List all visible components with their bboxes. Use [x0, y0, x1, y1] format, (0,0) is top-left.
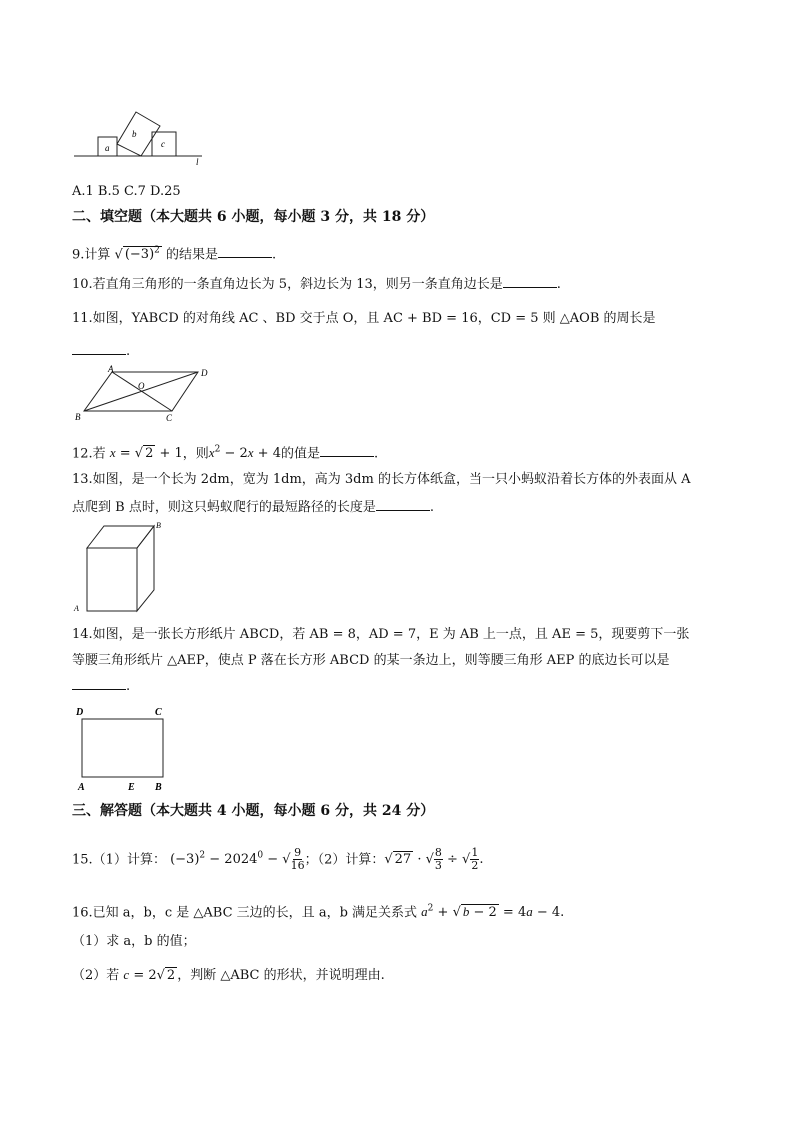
q8-options: A.1 B.5 C.7 D.25 [72, 184, 181, 199]
q16-equation: $a^2$ + √ b − 2 = 4a − 4. [421, 904, 565, 921]
q15-part2-expression: √ 27 · √ $\frac{8}{3}$ ÷ √ $\frac{1}{2}$ . [384, 846, 484, 873]
question-10: 10.若直角三角形的一条直角边长为 5，斜边长为 13，则另一条直角边长是 . [72, 277, 561, 292]
question-16-line3 [72, 967, 385, 984]
q12-suffix: 的值是 [280, 446, 320, 462]
fig14-B: B [155, 782, 162, 793]
question-16-line2: （1）求 a，b 的值； [72, 934, 196, 949]
rectangle-figure [72, 702, 172, 794]
question-15 [72, 843, 483, 873]
q9-expression: √ $(-3)^2$ [114, 246, 160, 263]
fig11-A: A [108, 364, 114, 374]
question-11-line2: . [72, 342, 130, 360]
q16-condition: c = 2√ 2 [123, 967, 176, 983]
parallelogram-figure [72, 364, 222, 426]
q10-text: 10.若直角三角形的一条直角边长为 5，斜边长为 13，则另一条直角边长是 [72, 277, 503, 292]
fig14-E: E [128, 782, 135, 793]
question-14-line1: 14.如图，是一张长方形纸片 ABCD，若 AB = 8，AD = 7，E 为 AB 上一点，且 AE = 5，现要剪下一张 [72, 627, 690, 642]
label-c: c [161, 139, 165, 149]
section-2-title: 二、填空题（本大题共 6 小题，每小题 3 分，共 18 分） [72, 209, 435, 225]
q12-expression: $x^2 - 2x + 4$ [208, 445, 281, 462]
q12-blank [320, 444, 374, 457]
fig14-D: D [76, 707, 84, 718]
question-14-line3: . [72, 677, 130, 695]
squares-figure [72, 104, 206, 166]
fig11-C: C [166, 413, 173, 423]
question-9: 9.计算 √ $(-3)^2$ 的结果是 . [72, 246, 277, 263]
q13-line2-text: 点爬到 B 点时，则这只蚂蚁爬行的最短路径的长度是 [72, 500, 376, 515]
q16-line3-prefix: （2）若 [72, 968, 120, 983]
label-b: b [132, 129, 137, 139]
q16-line1-text: 16.已知 a，b，c 是 △ABC 三边的长，且 a，b 满足关系式 [72, 905, 418, 921]
question-14-line2: 等腰三角形纸片 △AEP，使点 P 落在长方形 ABCD 的某一条边上，则等腰三角形 AEP 的底边长可以是 [72, 653, 670, 668]
label-l: l [196, 157, 199, 166]
q12-mid: ，则 [182, 446, 209, 462]
q16-line3-suffix: ，判断 △ABC 的形状，并说明理由. [177, 968, 385, 983]
q9-suffix: 的结果是 [166, 247, 219, 263]
question-16-line1 [72, 901, 564, 921]
question-11-line1: 11.如图，YABCD 的对角线 AC 、BD 交于点 O，且 AC + BD = 16，CD = 5 则 △AOB 的周长是 [72, 311, 656, 326]
q12-prefix: 12.若 [72, 446, 106, 462]
label-a: a [105, 143, 110, 153]
q9-blank [218, 245, 272, 258]
question-13-line1: 13.如图，是一个长为 2dm，宽为 1dm，高为 3dm 的长方体纸盒，当一只小蚂蚁沿着长方体的外表面从 A [72, 472, 691, 487]
question-12: 12.若 x = √ 2 + 1，则$x^2 - 2x + 4$的值是 . [72, 445, 379, 462]
q12-condition: x = √ 2 + 1 [109, 445, 183, 462]
q15-part1-label: 15.（1）计算： [72, 852, 166, 868]
fig13-B: B [156, 521, 161, 530]
q10-blank [503, 275, 557, 288]
fig11-O: O [138, 381, 145, 391]
section-3-title: 三、解答题（本大题共 4 小题，每小题 6 分，共 24 分） [72, 803, 435, 819]
q9-prefix: 9.计算 [72, 247, 111, 263]
q13-blank [376, 498, 430, 511]
q15-part1-expression: $(-3)^2 - 2024^0$ − √ $\frac{9}{16}$ [170, 846, 305, 873]
fig14-C: C [155, 707, 162, 718]
fig14-A: A [78, 782, 85, 793]
q15-part2-label: ；（2）计算： [304, 852, 385, 868]
fig11-D: D [201, 368, 208, 378]
question-13-line2: 点爬到 B 点时，则这只蚂蚁爬行的最短路径的长度是 . [72, 500, 434, 515]
q11-blank [72, 342, 126, 355]
fig13-A: A [74, 604, 79, 613]
box-figure [72, 518, 162, 614]
q14-blank [72, 677, 126, 690]
fig11-B: B [75, 412, 81, 422]
